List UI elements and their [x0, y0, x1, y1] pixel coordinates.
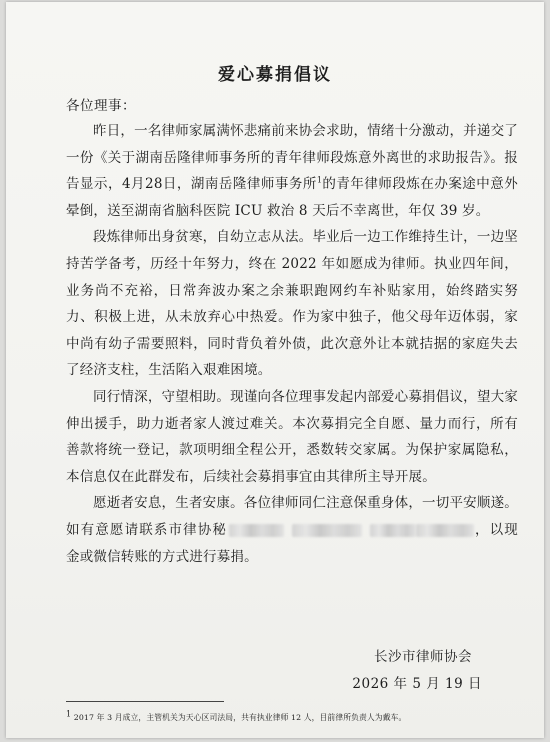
- signature-date: 2026 年 5 月 19 日: [352, 676, 482, 692]
- paragraph-report-text-a: 昨日，一名律师家属满怀悲痛前来协会求助，情绪十分激动，并递交了一份《关于湖南岳隆律师事务所的青年律师段炼意外离世的求助报告》。报告显示，4月28日，湖南岳隆律师事务所: [66, 123, 518, 193]
- footnote-mark: 1: [66, 709, 72, 719]
- footnote: [66, 709, 407, 723]
- paragraph-closing: [66, 490, 518, 570]
- paragraph-background: 段炼律师出身贫寒，自幼立志从法。毕业后一边工作维持生计，一边坚持苦学备考，历经十年努力，终在 2022 年如愿成为律师。执业四年间，业务尚不充裕，日常奔波办案之余兼职跑网约车补贴家用，始终踏实努力、积极上进，从未放弃心中热爱。作为家中独子，他父母年迈体弱，家中尚有幼子需要照料，同时背负着外债，此次意外让本就拮据的家庭失去了经济支柱，生活陷入艰难困境。: [66, 229, 518, 379]
- redacted-contact-blur: [416, 524, 474, 537]
- document-title: 爱心募捐倡议: [218, 65, 332, 85]
- paragraph-appeal: 同行情深，守望相助。现谨向各位理事发起内部爱心募捐倡议，望大家伸出援手，助力逝者家人渡过难关。本次募捐完全自愿、量力而行，所有善款将统一登记，款项明细全程公开，悉数转交家属。为保护家属隐私，本信息仅在此群发布，后续社会募捐事宜由其律所主导开展。: [66, 388, 518, 485]
- paragraph-closing-text-a: 愿逝者安息，生者安康。各位律师同仁注意保重身体，一切平安顺遂。如有意愿请联系市律协秘: [66, 495, 518, 538]
- footnote-reference-mark: 1: [316, 175, 323, 185]
- document-body: [66, 118, 518, 570]
- redacted-contact-blur: [370, 524, 416, 537]
- salutation: 各位理事：: [66, 98, 136, 114]
- redacted-contact-blur: [229, 524, 284, 537]
- document-page: [6, 2, 544, 738]
- footnote-text: 2017 年 3 月成立，主管机关为天心区司法局，共有执业律师 12 人，目前律所负责人为戴车。: [73, 713, 407, 722]
- paragraph-report: [66, 118, 518, 224]
- footnote-divider: [66, 701, 224, 702]
- paragraph-report-text-b: 的青年律师段炼在办案途中意外晕倒，送至湖南省脑科医院 ICU 救治 8 天后不幸离世，年仅 39 岁。: [66, 176, 518, 219]
- signature-organization: 长沙市律师协会: [374, 649, 472, 665]
- paragraph-closing-text-b: ，以现金或微信转账的方式进行募捐。: [66, 521, 518, 565]
- redacted-contact-blur: [292, 524, 362, 537]
